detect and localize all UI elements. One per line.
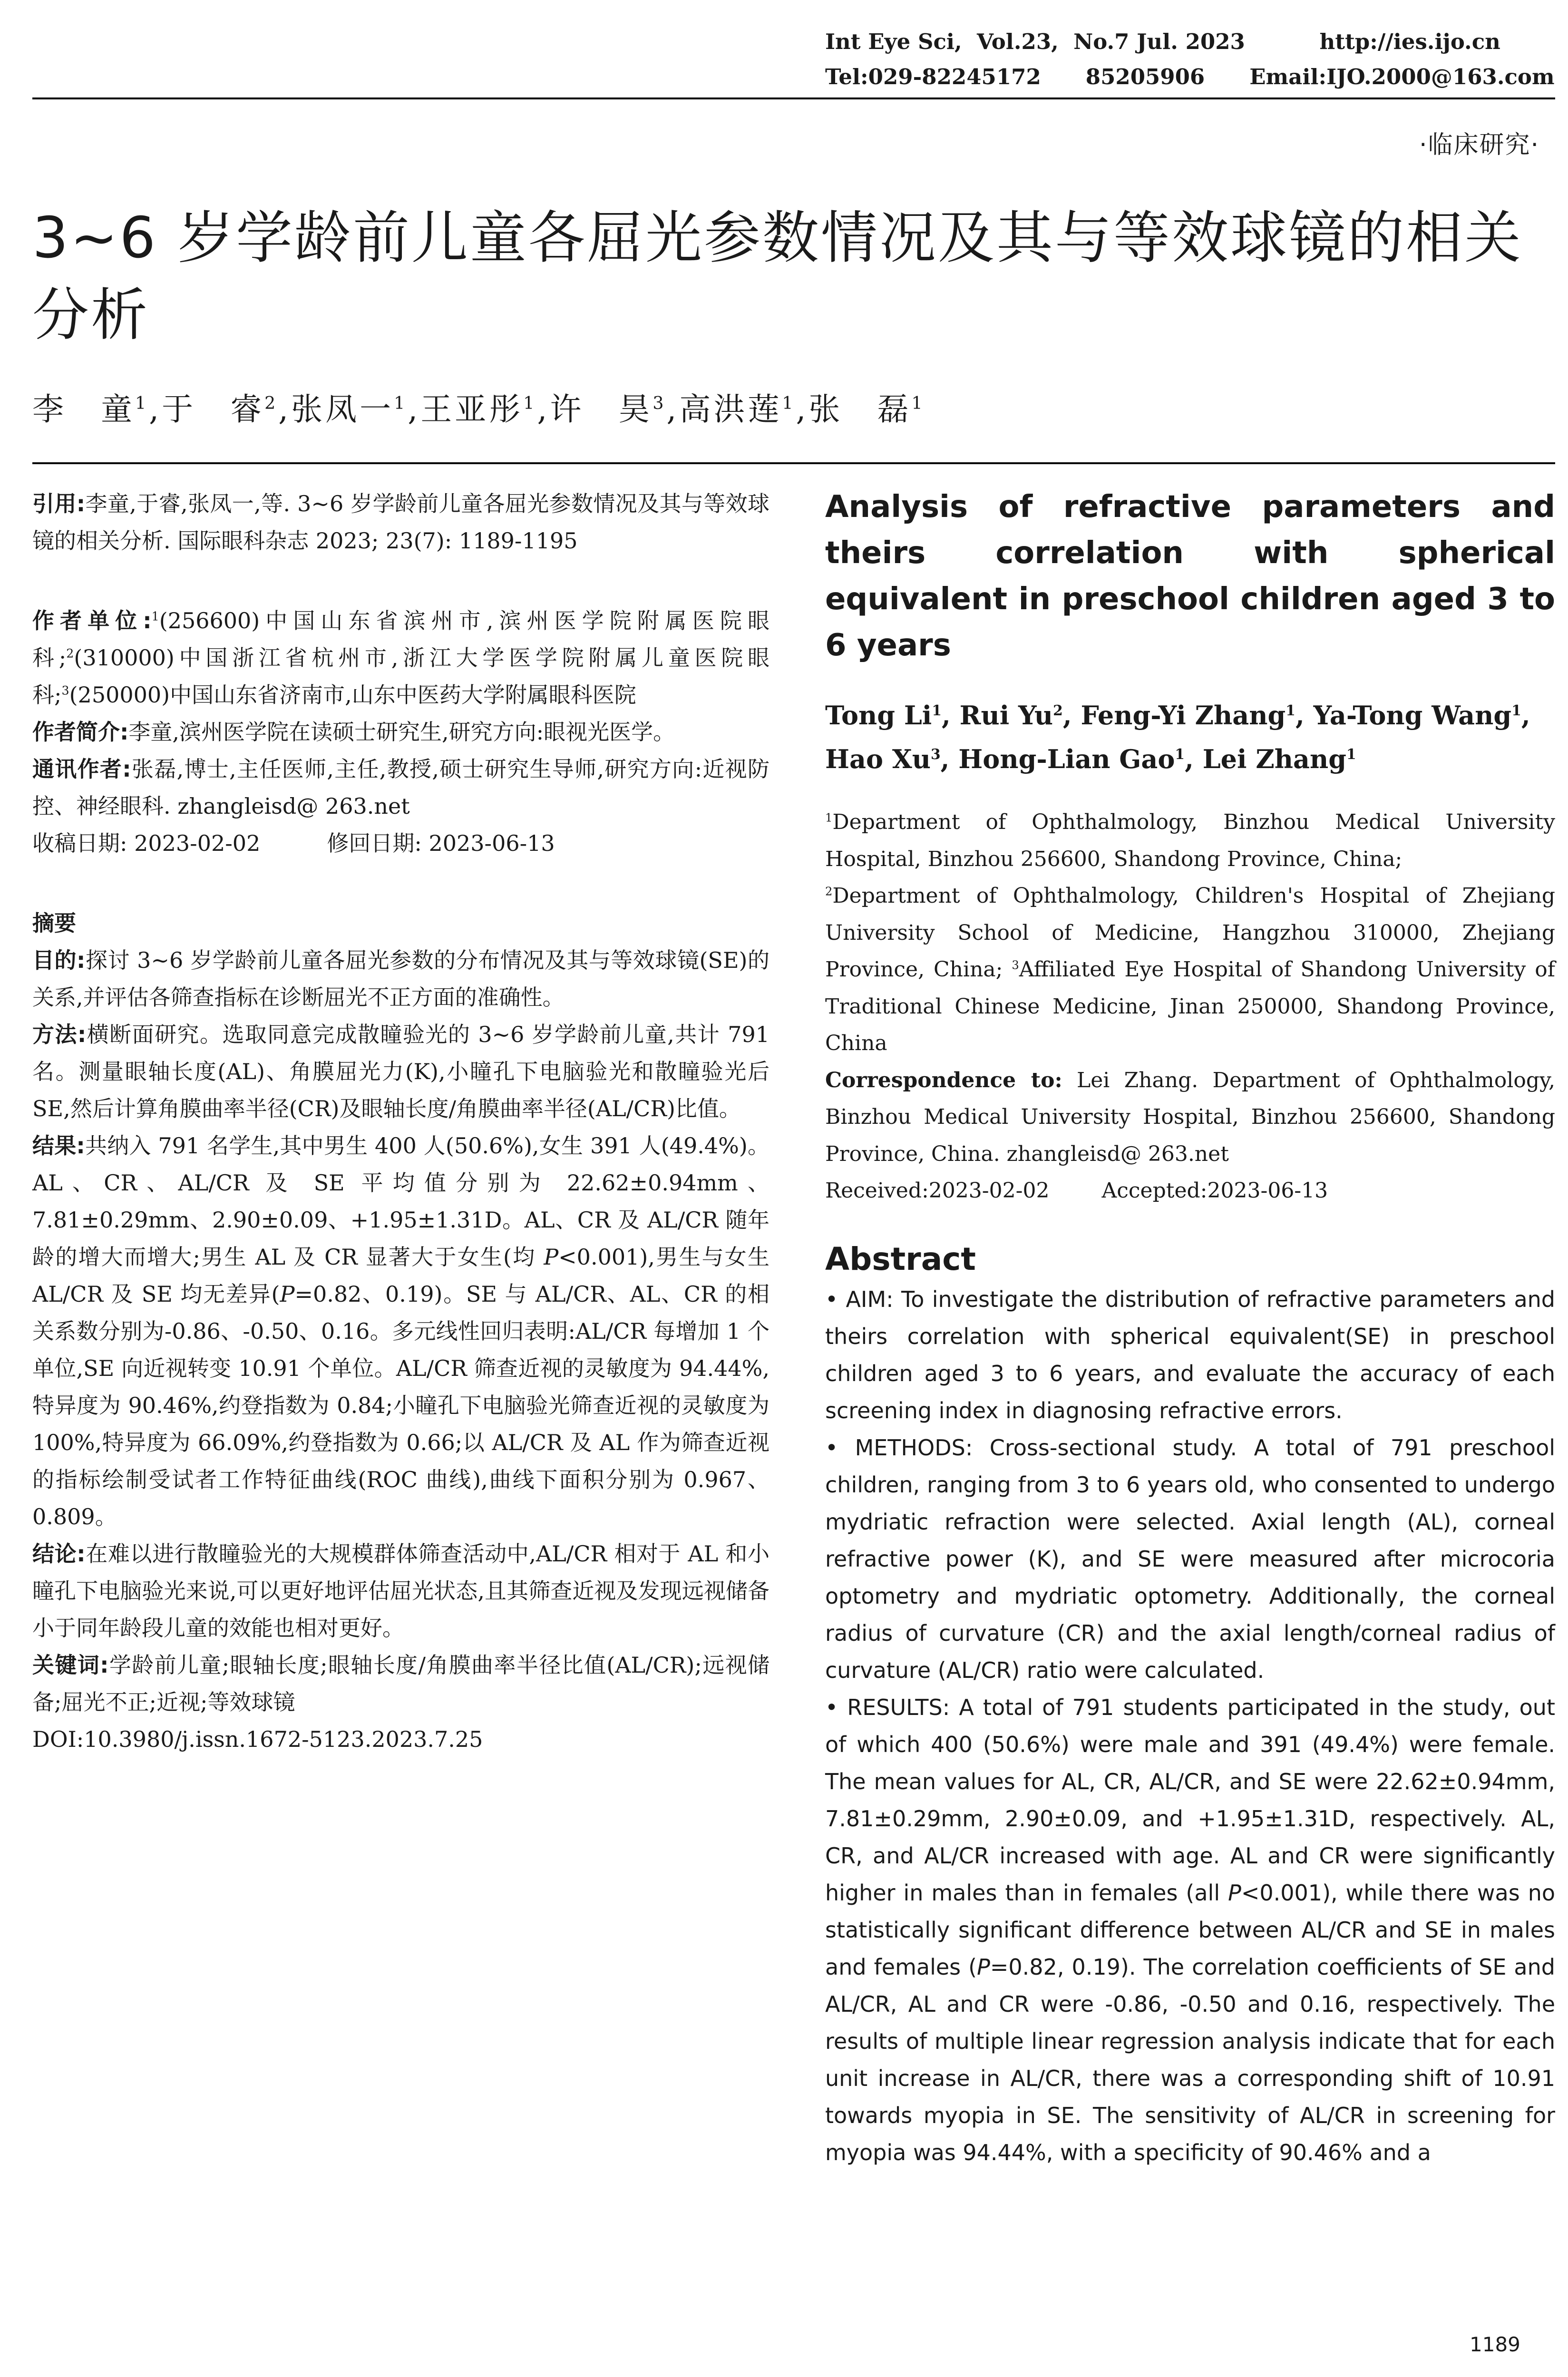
aim-en: • AIM: To investigate the distribution of refractive parameters and theirs correlation with spherical equivalent(SE) in preschool children aged 3 to 6 years, and evaluate the accuracy of each screening index in diagnosing refractive errors. bbox=[825, 1286, 1555, 1423]
en-author-name: Feng-Yi Zhang bbox=[1081, 700, 1286, 731]
header-rule bbox=[32, 97, 1555, 99]
authors-cn: 李 童$^1$,于 睿$^2$,张凤一$^1$,王亚彤$^1$,许 昊$^3$,高洪莲$^1$,张 磊$^1$ bbox=[32, 391, 925, 428]
conclusion-cn: 结论:在难以进行散瞳验光的大规模群体筛查活动中,AL/CR 相对于 AL 和小瞳孔下电脑验光来说,可以更好地评估屈光状态,且其筛查近视及发现远视储备小于同年龄段儿童的效能也相对更好。 bbox=[32, 1541, 769, 1641]
keywords-cn: 关键词:学龄前儿童;眼轴长度;眼轴长度/角膜曲率半径比值(AL/CR);远视储备;屈光不正;近视;等效球镜 bbox=[32, 1652, 769, 1715]
journal-info-line: Int Eye Sci, Vol.23, No.7 Jul. 2023 http://ies.ijo.cn bbox=[825, 29, 1500, 54]
received-date-cn: 收稿日期: 2023-02-02 bbox=[32, 830, 261, 856]
dates-en: Received:2023-02-02 Accepted:2023-06-13 bbox=[825, 1179, 1328, 1203]
results-en: • RESULTS: A total of 791 students participated in the study, out of which 400 (50.6%) were male and 391 (49.4%) were female. The mean values for AL, CR, AL/CR, and SE were 22.62±0.94mm, 7.81±0.29mm, 2.90±0.09, and +1.95±1.31D, respectively. AL, CR, and AL/CR increased with age. AL and CR were significantly higher in males than in females (all P<0.001), while there was no statistically significant difference between AL/CR and SE in males and females (P=0.82, 0.19). The correlation coefficients of SE and AL/CR, AL and CR were -0.86, -0.50 and 0.16, respectively. The results of multiple linear regression analysis indicate that for each unit increase in AL/CR, there was a corresponding shift of 10.91 towards myopia in SE. The sensitivity of AL/CR in screening for myopia was 94.44%, with a specificity of 90.46% and a bbox=[825, 1694, 1555, 2165]
cn-author-name: 于 睿 bbox=[162, 391, 265, 428]
author-bio: 作者简介:李童,滨州医学院在读硕士研究生,研究方向:眼视光医学。 bbox=[32, 719, 675, 745]
results-cn: 结果:共纳入 791 名学生,其中男生 400 人(50.6%),女生 391 人(49.4%)。AL、CR、AL/CR 及 SE 平均值分别为 22.62±0.94mm、7.81±0.29mm、2.90±0.09、+1.95±1.31D。AL、CR 及 AL/CR 随年龄的增大而增大;男生 AL 及 CR 显著大于女生(均 P<0.001),男生与女生 AL/CR 及 SE 均无差异(P=0.82、0.19)。SE 与 AL/CR、AL、CR 的相关系数分别为-0.86、-0.50、0.16。多元线性回归表明:AL/CR 每增加 1 个单位,SE 向近视转变 10.91 个单位。AL/CR 筛查近视的灵敏度为 94.44%,特异度为 90.46%,约登指数为 0.84;小瞳孔下电脑验光筛查近视的灵敏度为 100%,特异度为 66.09%,约登指数为 0.66;以 AL/CR 及 AL 作为筛查近视的指标绘制受试者工作特征曲线(ROC 曲线),曲线下面积分别为 0.967、0.809。 bbox=[32, 1133, 769, 1529]
abstract-heading-cn: 摘要 bbox=[32, 910, 76, 936]
cn-author-name: 李 童 bbox=[32, 391, 135, 428]
author-units: 作者单位:$^1$(256600)中国山东省滨州市,滨州医学院附属医院眼科;$^2$(310000)中国浙江省杭州市,浙江大学医学院附属儿童医院眼科;$^3$(250000)中国山东省济南市,山东中医药大学附属眼科医院 bbox=[32, 608, 769, 708]
contact-info-line: Tel:029-82245172 85205906 Email:IJO.2000@163.com bbox=[825, 64, 1555, 89]
en-author-name: Rui Yu bbox=[959, 700, 1053, 731]
left-column bbox=[32, 485, 769, 1758]
cn-author-affiliation: 1 bbox=[394, 393, 408, 413]
cn-author-affiliation: 1 bbox=[911, 393, 925, 413]
en-author-name: Hong-Lian Gao bbox=[958, 744, 1175, 774]
en-author-name: Lei Zhang bbox=[1202, 744, 1347, 774]
cn-author-affiliation: 1 bbox=[135, 393, 149, 413]
en-author-affiliation: 2 bbox=[1053, 702, 1063, 719]
authors-en: Tong Li$^1$, Rui Yu$^2$, Feng-Yi Zhang$^1$, Ya-Tong Wang$^1$, Hao Xu$^3$, Hong-Lian Gao$^1$, Lei Zhang$^1$ bbox=[825, 700, 1530, 774]
en-author-affiliation: 1 bbox=[932, 702, 942, 719]
section-tag: ·临床研究· bbox=[1419, 131, 1539, 159]
aim-cn: 目的:探讨 3~6 岁学龄前儿童各屈光参数的分布情况及其与等效球镜(SE)的关系,并评估各筛查指标在诊断屈光不正方面的准确性。 bbox=[32, 947, 769, 1010]
en-author-name: Hao Xu bbox=[825, 744, 931, 774]
authors-rule bbox=[32, 462, 1555, 464]
cn-author-affiliation: 3 bbox=[653, 393, 667, 413]
cn-author-name: 张 磊 bbox=[808, 391, 912, 428]
correspondence-en: Correspondence to: Lei Zhang. Department of Ophthalmology, Binzhou Medical University Hospital, Binzhou 256600, Shandong Province, China. zhangleisd@ 263.net bbox=[825, 1068, 1555, 1166]
page-number: 1189 bbox=[1470, 2333, 1520, 2356]
en-author-affiliation: 1 bbox=[1175, 746, 1185, 763]
cn-author-affiliation: 1 bbox=[523, 393, 537, 413]
en-author-affiliation: 3 bbox=[931, 746, 941, 763]
affiliations-en: $^1$Department of Ophthalmology, Binzhou Medical University Hospital, Binzhou 256600, Shandong Province, China; $^2$Department of Ophthalmology, Children's Hospital of Zhejiang University School of Medicine, Hangzhou 310000, Zhejiang Province, China; $^3$Affiliated Eye Hospital of Shandong University of Traditional Chinese Medicine, Jinan 250000, Shandong Province, China Correspondence to: Lei Zhang. Department of Ophthalmology, Binzhou Medical University Hospital, Binzhou 256600, Shandong Province, China. zhangleisd@ 263.net Received:2023-02-02 Accepted:2023-06-13 bbox=[825, 804, 1555, 1209]
dates-cn bbox=[32, 825, 769, 862]
cn-author-name: 高洪莲 bbox=[679, 391, 782, 428]
cn-author-affiliation: 2 bbox=[264, 393, 279, 413]
en-author-name: Ya-Tong Wang bbox=[1313, 700, 1512, 731]
cn-author-name: 王亚彤 bbox=[420, 391, 524, 428]
right-column bbox=[825, 484, 1555, 2171]
en-author-affiliation: 1 bbox=[1511, 702, 1521, 719]
abstract-heading-en: Abstract bbox=[825, 1240, 976, 1277]
cn-author-affiliation: 1 bbox=[782, 393, 796, 413]
doi: DOI:10.3980/j.issn.1672-5123.2023.7.25 bbox=[32, 1726, 483, 1752]
article-title-en: Analysis of refractive parameters and theirs correlation with spherical equivalent in preschool children aged 3 to 6 years bbox=[825, 489, 1555, 663]
en-author-name: Tong Li bbox=[825, 700, 932, 731]
corresponding-author: 通讯作者:张磊,博士,主任医师,主任,教授,硕士研究生导师,研究方向:近视防控、神经眼科. zhangleisd@ 263.net bbox=[32, 756, 769, 819]
en-author-affiliation: 1 bbox=[1346, 746, 1356, 763]
en-author-affiliation: 1 bbox=[1286, 702, 1295, 719]
methods-en: • METHODS: Cross-sectional study. A total of 791 preschool children, ranging from 3 to 6 years old, who consented to undergo mydriatic refraction were selected. Axial length (AL), corneal refractive power (K), and SE were measured after microcoria optometry and mydriatic optometry. Additionally, the corneal radius of curvature (CR) and the axial length/corneal radius of curvature (AL/CR) ratio were calculated. bbox=[825, 1434, 1555, 1683]
citation: 引用:李童,于睿,张凤一,等. 3~6 岁学龄前儿童各屈光参数情况及其与等效球镜的相关分析. 国际眼科杂志 2023; 23(7): 1189-1195 bbox=[32, 491, 769, 554]
abstract-body-en bbox=[825, 1281, 1555, 2171]
cn-author-name: 许 昊 bbox=[550, 391, 653, 428]
methods-cn: 方法:横断面研究。选取同意完成散瞳验光的 3~6 岁学龄前儿童,共计 791 名。测量眼轴长度(AL)、角膜屈光力(K),小瞳孔下电脑验光和散瞳验光后 SE,然后计算角膜曲率半径(CR)及眼轴长度/角膜曲率半径(AL/CR)比值。 bbox=[32, 1022, 769, 1121]
article-title-cn: 3~6 岁学龄前儿童各屈光参数情况及其与等效球镜的相关分析 bbox=[32, 205, 1523, 348]
revised-date-cn: 修回日期: 2023-06-13 bbox=[327, 830, 555, 856]
cn-author-name: 张凤一 bbox=[291, 391, 394, 428]
